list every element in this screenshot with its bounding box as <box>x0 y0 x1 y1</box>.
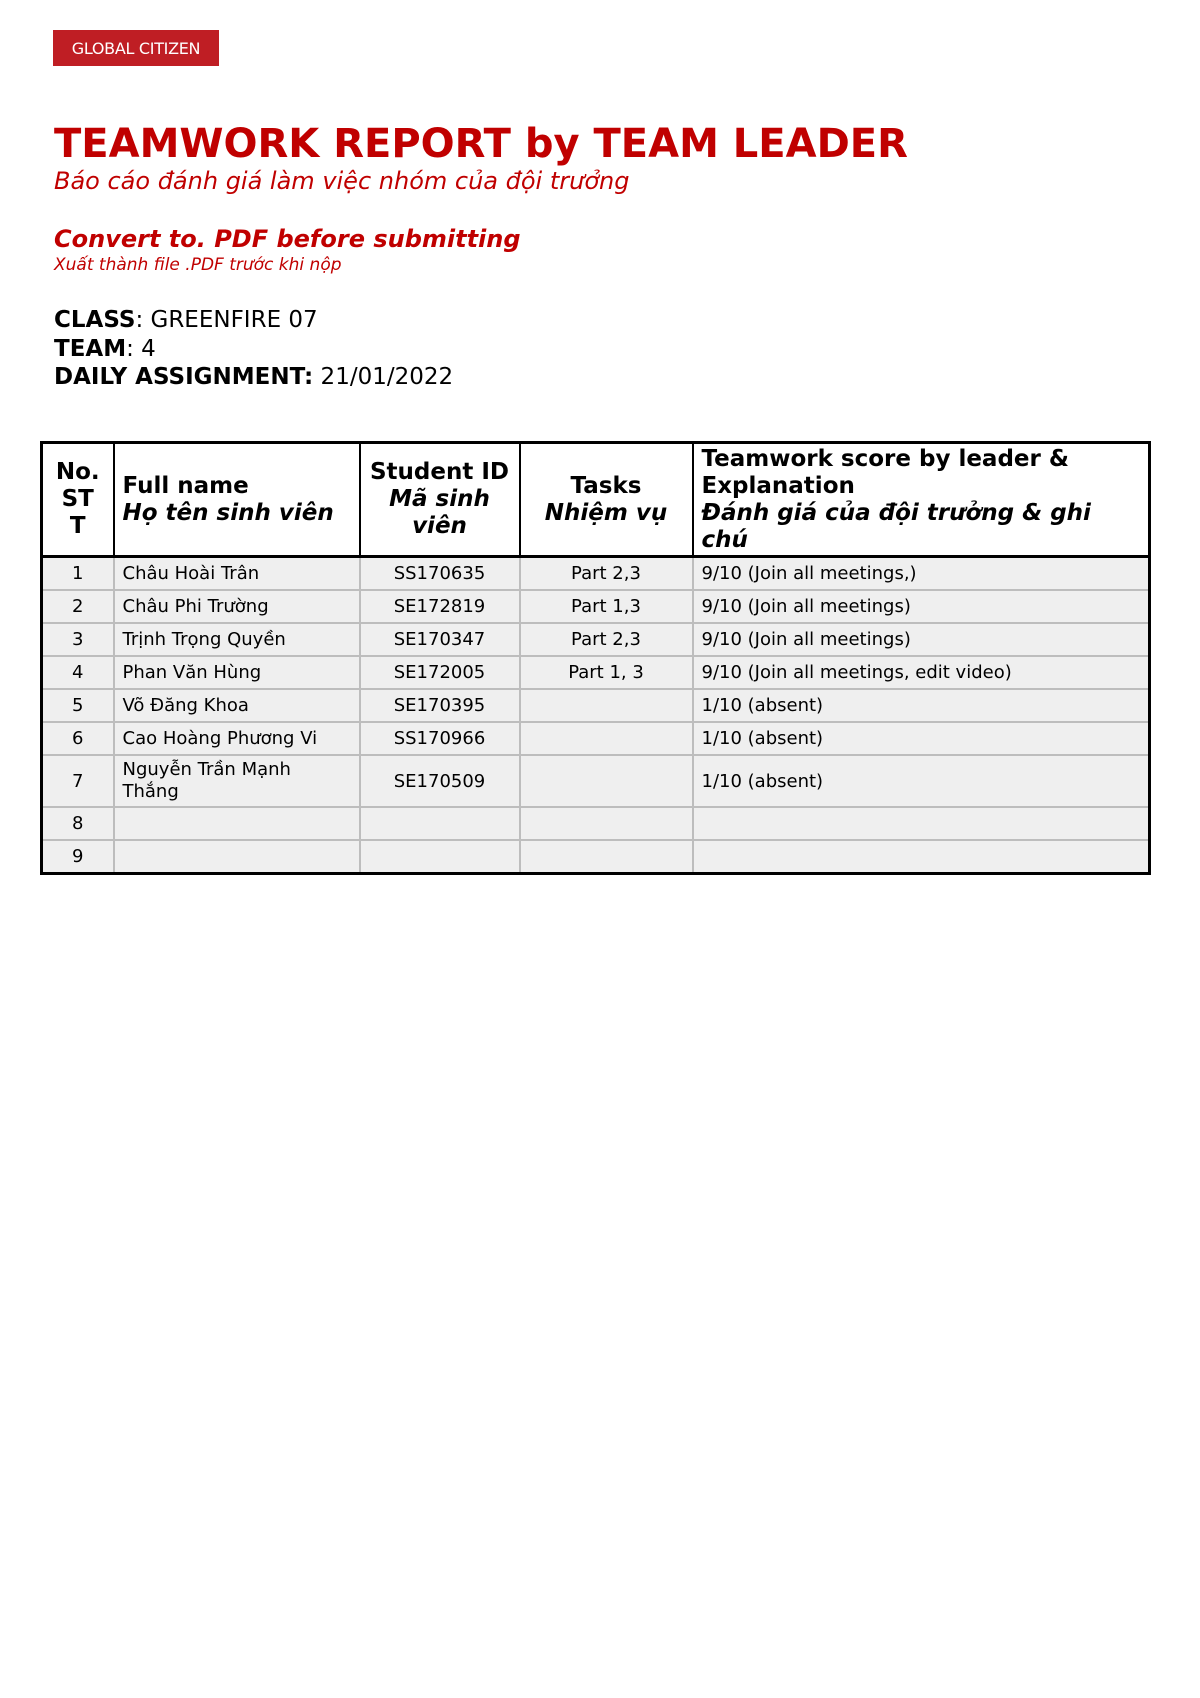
row-number: 6 <box>42 722 114 755</box>
student-name: Võ Đăng Khoa <box>114 689 360 722</box>
table-row <box>42 840 1150 874</box>
daily-assignment-line <box>54 364 453 390</box>
header-id-vi: Mã sinh viên <box>389 486 490 539</box>
header-score-vi: Đánh giá của đội trưởng & ghi chú <box>701 499 1091 553</box>
table-row <box>42 689 1150 722</box>
student-task: Part 2,3 <box>520 623 693 656</box>
teamwork-score: 9/10 (Join all meetings,) <box>693 557 1150 591</box>
table-row <box>42 807 1150 840</box>
student-id: SE170509 <box>360 755 520 807</box>
team-line <box>54 336 156 362</box>
convert-instruction: Convert to. PDF before submitting <box>54 225 521 253</box>
student-task <box>520 840 693 874</box>
daily-assignment-label: DAILY ASSIGNMENT: <box>54 364 314 390</box>
student-task <box>520 807 693 840</box>
daily-assignment-value: 21/01/2022 <box>313 364 454 390</box>
header-no <box>42 443 114 557</box>
student-task <box>520 722 693 755</box>
teamwork-score: 9/10 (Join all meetings) <box>693 623 1150 656</box>
student-task <box>520 689 693 722</box>
student-task: Part 2,3 <box>520 557 693 591</box>
student-id: SE172819 <box>360 590 520 623</box>
row-number: 5 <box>42 689 114 722</box>
row-number: 4 <box>42 656 114 689</box>
row-number: 2 <box>42 590 114 623</box>
teamwork-score <box>693 807 1150 840</box>
student-task: Part 1, 3 <box>520 656 693 689</box>
student-id: SS170635 <box>360 557 520 591</box>
student-id: SE172005 <box>360 656 520 689</box>
class-value: : GREENFIRE 07 <box>135 307 318 333</box>
student-name: Trịnh Trọng Quyền <box>114 623 360 656</box>
row-number: 1 <box>42 557 114 591</box>
teamwork-score: 9/10 (Join all meetings, edit video) <box>693 656 1150 689</box>
teamwork-score <box>693 840 1150 874</box>
student-id: SE170395 <box>360 689 520 722</box>
table-row <box>42 557 1150 591</box>
table-row <box>42 656 1150 689</box>
student-id: SS170966 <box>360 722 520 755</box>
row-number: 7 <box>42 755 114 807</box>
teamwork-score: 1/10 (absent) <box>693 755 1150 807</box>
student-task: Part 1,3 <box>520 590 693 623</box>
student-name: Châu Phi Trường <box>114 590 360 623</box>
header-full-name <box>114 443 360 557</box>
table-row <box>42 590 1150 623</box>
header-score <box>693 443 1150 557</box>
student-id <box>360 840 520 874</box>
header-name-vi: Họ tên sinh viên <box>122 499 334 526</box>
student-name <box>114 807 360 840</box>
page-subtitle: Báo cáo đánh giá làm việc nhóm của đội trưởng <box>54 167 630 195</box>
header-name-en: Full name <box>122 472 249 499</box>
row-number: 3 <box>42 623 114 656</box>
table-row <box>42 755 1150 807</box>
student-id: SE170347 <box>360 623 520 656</box>
student-name: Cao Hoàng Phương Vi <box>114 722 360 755</box>
teamwork-score: 1/10 (absent) <box>693 722 1150 755</box>
row-number: 9 <box>42 840 114 874</box>
team-value: : 4 <box>126 336 156 362</box>
student-task <box>520 755 693 807</box>
student-name: Nguyễn Trần Mạnh Thắng <box>114 755 360 807</box>
header-task-vi: Nhiệm vụ <box>544 499 668 526</box>
header-no-en: No. <box>55 459 100 485</box>
teamwork-table <box>40 441 1151 875</box>
class-label: CLASS <box>54 307 136 333</box>
table-row <box>42 623 1150 656</box>
header-score-en: Teamwork score by leader & Explanation <box>701 445 1069 499</box>
student-name <box>114 840 360 874</box>
class-line <box>54 307 318 333</box>
page-title: TEAMWORK REPORT by TEAM LEADER <box>54 121 908 167</box>
teamwork-score: 1/10 (absent) <box>693 689 1150 722</box>
header-id-en: Student ID <box>369 459 510 485</box>
table-header-row <box>42 443 1150 557</box>
header-no-vi: ST T <box>61 486 94 539</box>
header-task-en: Tasks <box>570 472 642 499</box>
convert-instruction-vi: Xuất thành file .PDF trước khi nộp <box>54 255 342 275</box>
header-student-id <box>360 443 520 557</box>
team-label: TEAM <box>54 336 127 362</box>
student-name: Phan Văn Hùng <box>114 656 360 689</box>
student-id <box>360 807 520 840</box>
teamwork-score: 9/10 (Join all meetings) <box>693 590 1150 623</box>
header-tasks <box>520 443 693 557</box>
row-number: 8 <box>42 807 114 840</box>
global-citizen-logo: GLOBAL CITIZEN <box>53 30 219 66</box>
table-row <box>42 722 1150 755</box>
student-name: Châu Hoài Trân <box>114 557 360 591</box>
